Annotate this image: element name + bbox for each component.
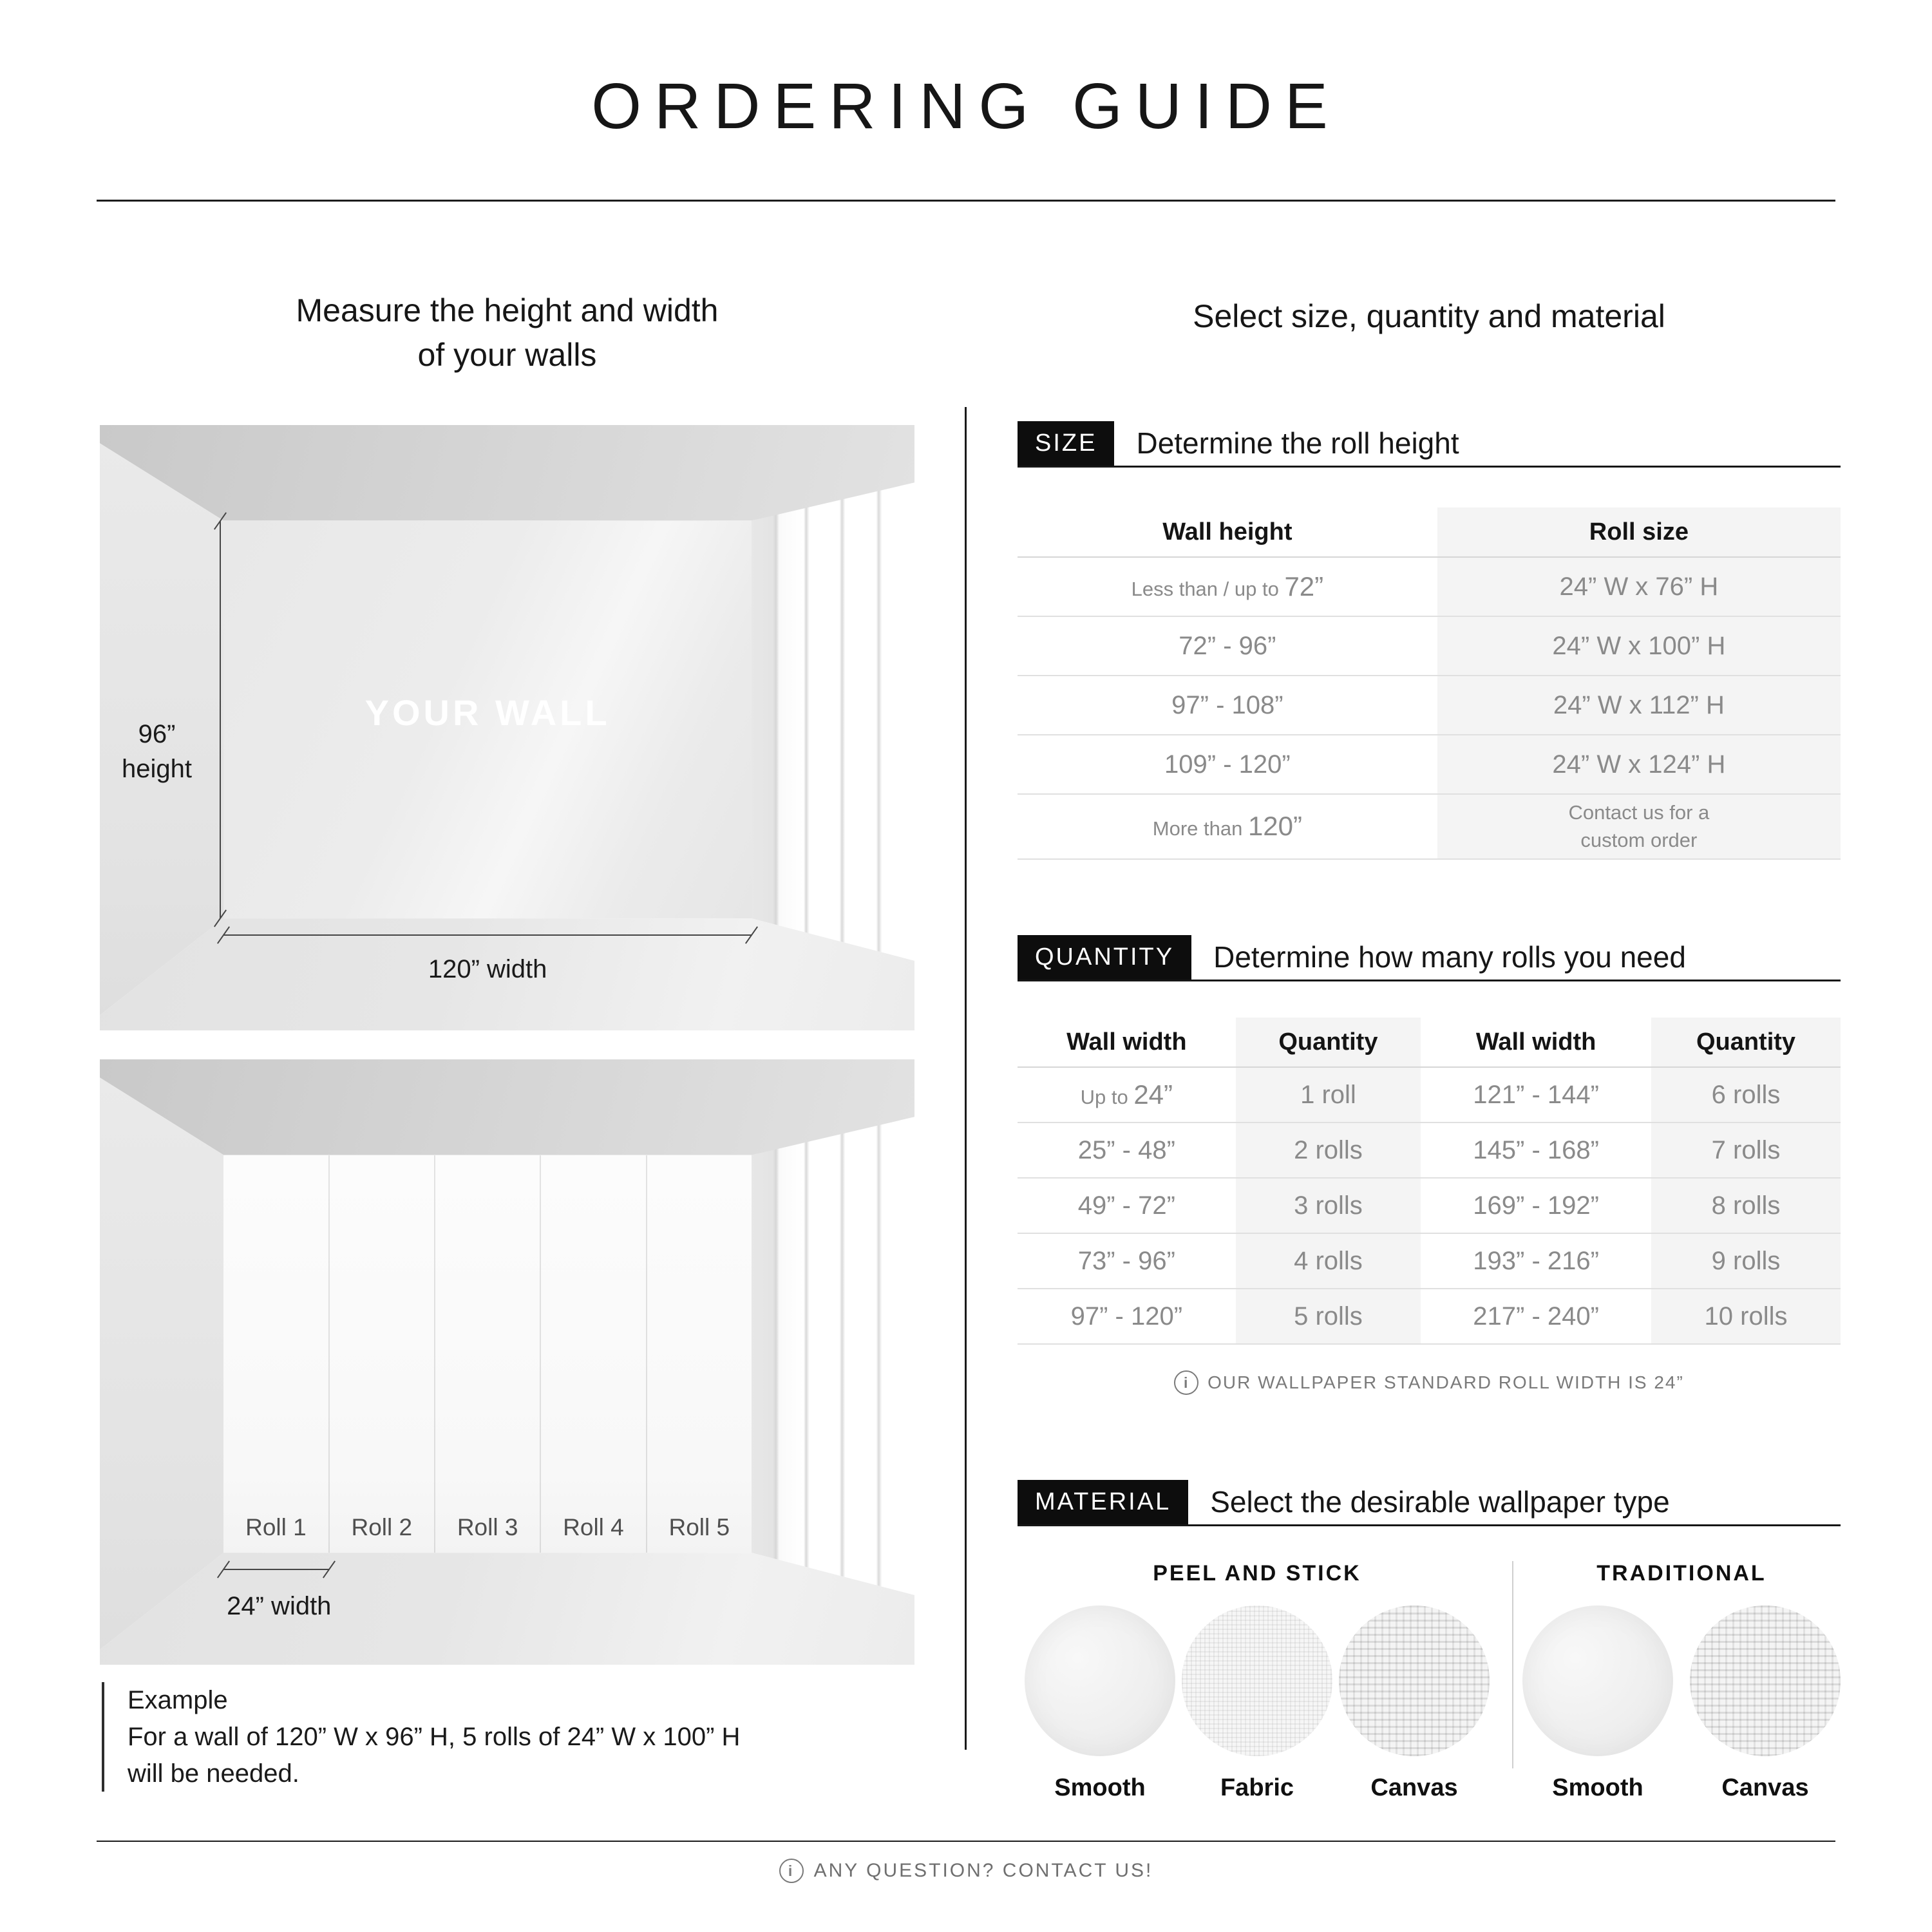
footer-contact	[0, 1859, 1932, 1883]
roll-label: Roll 2	[351, 1513, 413, 1540]
left-heading-line2: of your walls	[417, 337, 597, 373]
swatch-label: Canvas	[1370, 1774, 1458, 1801]
example-title: Example	[128, 1686, 228, 1714]
table-cell: 7 rolls	[1651, 1123, 1841, 1177]
roll-panel	[647, 1155, 752, 1553]
table-header-cell: Quantity	[1651, 1018, 1841, 1066]
table-cell: 2 rolls	[1236, 1123, 1421, 1177]
swatch-canvas	[1339, 1605, 1490, 1802]
size-subtitle: Determine the roll height	[1136, 426, 1459, 460]
size-badge: SIZE	[1018, 421, 1114, 466]
material-group-title: TRADITIONAL	[1596, 1561, 1766, 1586]
table-cell: 193” - 216”	[1473, 1246, 1599, 1275]
table-cell: 24” W x 112” H	[1437, 676, 1841, 734]
left-heading-line1: Measure the height and width	[296, 292, 719, 328]
example-note	[102, 1682, 913, 1792]
table-header-cell: Wall width	[1475, 1028, 1596, 1056]
table-cell: Contact us for a custom order	[1437, 795, 1841, 858]
height-dimension-line	[220, 521, 221, 919]
swatch-texture-smooth-icon	[1522, 1605, 1673, 1756]
table-cell: 8 rolls	[1651, 1179, 1841, 1233]
table-cell: 4 rolls	[1236, 1234, 1421, 1288]
swatch-texture-canvas-icon	[1690, 1605, 1841, 1756]
roll-width-note-text: OUR WALLPAPER STANDARD ROLL WIDTH IS 24”	[1208, 1372, 1684, 1392]
example-line2: will be needed.	[128, 1759, 299, 1788]
room-rolls-illustration	[100, 1059, 914, 1665]
table-header-cell: Roll size	[1437, 507, 1841, 556]
swatch-texture-canvas-icon	[1339, 1605, 1490, 1756]
table-header-cell: Quantity	[1236, 1018, 1421, 1066]
quantity-badge: QUANTITY	[1018, 935, 1191, 980]
material-section-header	[1018, 1480, 1841, 1526]
material-group	[1018, 1561, 1497, 1802]
roll-width-note	[1018, 1370, 1841, 1395]
table-cell: 169” - 192”	[1473, 1191, 1599, 1220]
material-group	[1497, 1561, 1841, 1802]
swatch-texture-fabric-icon	[1182, 1605, 1332, 1756]
table-header-row	[1018, 1018, 1841, 1068]
material-group-title: PEEL AND STICK	[1153, 1561, 1361, 1586]
footer-contact-text: ANY QUESTION? CONTACT US!	[813, 1860, 1153, 1881]
table-cell: 217” - 240”	[1473, 1302, 1599, 1331]
roll-panel	[541, 1155, 647, 1553]
swatch-fabric	[1182, 1605, 1332, 1802]
right-column-heading: Select size, quantity and material	[1193, 298, 1665, 334]
height-dimension-label	[100, 717, 214, 786]
roll-width-label: 24” width	[227, 1592, 332, 1621]
your-wall-label: YOUR WALL	[365, 692, 611, 733]
table-row	[1018, 1234, 1841, 1289]
roll-panel	[435, 1155, 541, 1553]
roll-label: Roll 1	[245, 1513, 307, 1540]
room-measure-illustration	[100, 425, 914, 1030]
table-cell: 10 rolls	[1651, 1289, 1841, 1343]
size-table	[1018, 507, 1841, 860]
table-row	[1018, 676, 1841, 735]
table-row	[1018, 795, 1841, 860]
roll-label: Roll 4	[563, 1513, 624, 1540]
swatch-row	[1522, 1605, 1841, 1802]
swatch-smooth	[1522, 1605, 1673, 1802]
table-cell: 109” - 120”	[1164, 750, 1291, 779]
table-header-cell: Wall height	[1162, 518, 1293, 545]
quantity-subtitle: Determine how many rolls you need	[1213, 940, 1686, 974]
table-cell: 72” - 96”	[1179, 631, 1276, 660]
table-cell: 5 rolls	[1236, 1289, 1421, 1343]
page-title: ORDERING GUIDE	[591, 70, 1341, 142]
column-divider	[965, 407, 967, 1750]
roll-label: Roll 3	[457, 1513, 518, 1540]
swatch-label: Smooth	[1054, 1774, 1146, 1801]
table-header-row	[1018, 507, 1841, 558]
table-cell: 24” W x 124” H	[1437, 735, 1841, 793]
quantity-section-header	[1018, 935, 1841, 981]
roll-panel	[223, 1155, 329, 1553]
height-value: 96”	[138, 720, 176, 749]
height-word: height	[122, 755, 193, 784]
footer-divider	[97, 1841, 1835, 1842]
material-subtitle: Select the desirable wallpaper type	[1210, 1485, 1670, 1519]
material-badge: MATERIAL	[1018, 1480, 1188, 1524]
table-row	[1018, 735, 1841, 795]
size-section-header	[1018, 421, 1841, 468]
table-cell: 121” - 144”	[1473, 1080, 1599, 1109]
title-divider	[97, 200, 1835, 202]
material-type-divider	[1512, 1561, 1513, 1768]
swatch-label: Fabric	[1220, 1774, 1294, 1801]
swatch-texture-smooth-icon	[1025, 1605, 1175, 1756]
table-row	[1018, 558, 1841, 617]
table-cell: 1 roll	[1236, 1068, 1421, 1122]
table-row	[1018, 1289, 1841, 1345]
table-header-cell: Wall width	[1066, 1028, 1187, 1056]
table-cell: Less than / up to 72”	[1131, 571, 1324, 601]
width-dimension-label: 120” width	[428, 955, 547, 984]
table-cell: 49” - 72”	[1077, 1191, 1175, 1220]
table-cell: 6 rolls	[1651, 1068, 1841, 1122]
swatch-row	[1018, 1605, 1497, 1802]
table-cell: 9 rolls	[1651, 1234, 1841, 1288]
swatch-label: Canvas	[1721, 1774, 1809, 1801]
table-cell: Up to 24”	[1080, 1079, 1173, 1110]
left-column-heading	[100, 289, 914, 377]
material-groups	[1018, 1561, 1841, 1802]
table-cell: More than 120”	[1152, 811, 1303, 842]
info-icon: i	[779, 1859, 804, 1883]
table-cell: 97” - 108”	[1171, 690, 1283, 719]
table-row	[1018, 1123, 1841, 1179]
table-cell: 73” - 96”	[1077, 1246, 1175, 1275]
table-row	[1018, 1068, 1841, 1123]
roll-panels	[223, 1155, 752, 1553]
swatch-canvas	[1690, 1605, 1841, 1802]
width-dimension-line	[223, 934, 752, 936]
info-icon: i	[1174, 1370, 1198, 1395]
table-row	[1018, 1179, 1841, 1234]
table-cell: 24” W x 76” H	[1437, 558, 1841, 616]
table-cell: 97” - 120”	[1070, 1302, 1183, 1331]
table-cell: 3 rolls	[1236, 1179, 1421, 1233]
table-cell: 25” - 48”	[1077, 1135, 1175, 1164]
roll-label: Roll 5	[668, 1513, 730, 1540]
roll-width-dimension-line	[223, 1569, 329, 1570]
table-cell: 145” - 168”	[1473, 1135, 1599, 1164]
example-line1: For a wall of 120” W x 96” H, 5 rolls of 24” W x 100” H	[128, 1722, 741, 1751]
swatch-smooth	[1025, 1605, 1175, 1802]
table-row	[1018, 617, 1841, 676]
roll-panel	[330, 1155, 435, 1553]
quantity-table	[1018, 1018, 1841, 1345]
table-cell: 24” W x 100” H	[1437, 617, 1841, 675]
swatch-label: Smooth	[1552, 1774, 1643, 1801]
